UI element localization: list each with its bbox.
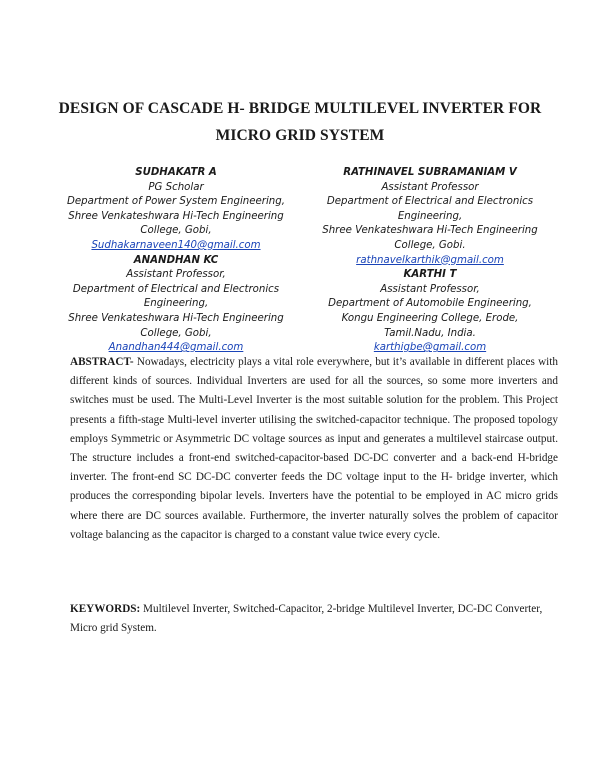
author-affiliation-line: Department of Electrical and Electronics xyxy=(326,196,534,208)
author-affiliation-line: Assistant Professor, xyxy=(126,269,226,281)
author-affiliation-line: Shree Venkateshwara Hi-Tech Engineering xyxy=(322,225,538,237)
keywords-label: KEYWORDS: xyxy=(70,603,141,615)
author-affiliation-line: College, Gobi, xyxy=(140,327,212,339)
authors-left-column xyxy=(46,166,306,356)
author-affiliation-line: Assistant Professor, xyxy=(380,283,480,295)
author-affiliation-line: Department of Power System Engineering, xyxy=(67,196,285,208)
author-block xyxy=(300,268,560,356)
authors-right-column xyxy=(300,166,560,356)
title-line-2: MICRO GRID SYSTEM xyxy=(215,127,385,144)
author-email-link[interactable]: Sudhakarnaveen140@gmail.com xyxy=(91,239,261,251)
author-block xyxy=(46,166,306,254)
author-email-link[interactable]: karthigbe@gmail.com xyxy=(373,342,487,354)
abstract xyxy=(70,353,558,545)
abstract-label: ABSTRACT- xyxy=(70,356,134,368)
author-affiliation-line: Engineering, xyxy=(397,210,463,222)
author-email-link[interactable]: rathnavelkarthik@gmail.com xyxy=(356,254,504,266)
keywords xyxy=(70,600,558,638)
author-affiliation-line: Engineering, xyxy=(143,298,209,310)
author-block xyxy=(46,254,306,356)
author-affiliation-line: Kongu Engineering College, Erode, xyxy=(341,312,519,324)
abstract-text: Nowadays, electricity plays a vital role everywhere, but it’s available in different places with different kinds of sources. Individual Inverters are used for all the sources, so some more inverters and switches must be used. The Multi-Level Inverter is the most suitable solution for the problem. This Project presents a fifth-stage Multi-level inverter utilising the switched-capacitor technique. The proposed topology employs Symmetric or Asymmetric DC voltage sources as input and generates a multilevel staircase output. The structure includes a front-end switched-capacitor-based DC-DC converter and a back-end H-bridge inverter. The front-end SC DC-DC converter feeds the DC voltage input to the H- bridge inverter, which produces the corresponding bipolar levels. Inverters have the potential to be employed in AC micro grids where there are DC sources available. Furthermore, the inverter naturally solves the problem of capacitor voltage balancing as the capacitor is charged to a constant value twice every cycle. xyxy=(70,356,558,541)
author-affiliation-line: Assistant Professor xyxy=(381,181,479,193)
paper-title xyxy=(40,95,560,149)
author-affiliation-line: PG Scholar xyxy=(148,181,204,193)
author-affiliation-line: Department of Automobile Engineering, xyxy=(328,298,532,310)
title-line-1: DESIGN OF CASCADE H- BRIDGE MULTILEVEL INVERTER FOR xyxy=(58,100,542,117)
author-affiliation-line: Shree Venkateshwara Hi-Tech Engineering xyxy=(68,210,284,222)
author-name: RATHINAVEL SUBRAMANIAM V xyxy=(343,167,517,178)
author-affiliation-line: College, Gobi, xyxy=(140,225,212,237)
author-affiliation-line: College, Gobi. xyxy=(394,239,466,251)
author-block xyxy=(300,166,560,268)
author-name: KARTHI T xyxy=(403,269,457,281)
author-affiliation-line: Shree Venkateshwara Hi-Tech Engineering xyxy=(68,312,284,324)
author-name: ANANDHAN KC xyxy=(133,254,219,266)
author-affiliation-line: Department of Electrical and Electronics xyxy=(72,283,280,295)
keywords-text: Multilevel Inverter, Switched-Capacitor, 2-bridge Multilevel Inverter, DC-DC Converter, Micro grid System. xyxy=(70,603,543,635)
author-affiliation-line: Tamil.Nadu, India. xyxy=(384,327,476,339)
author-name: SUDHAKATR A xyxy=(135,167,217,178)
author-email-link[interactable]: Anandhan444@gmail.com xyxy=(108,342,244,354)
